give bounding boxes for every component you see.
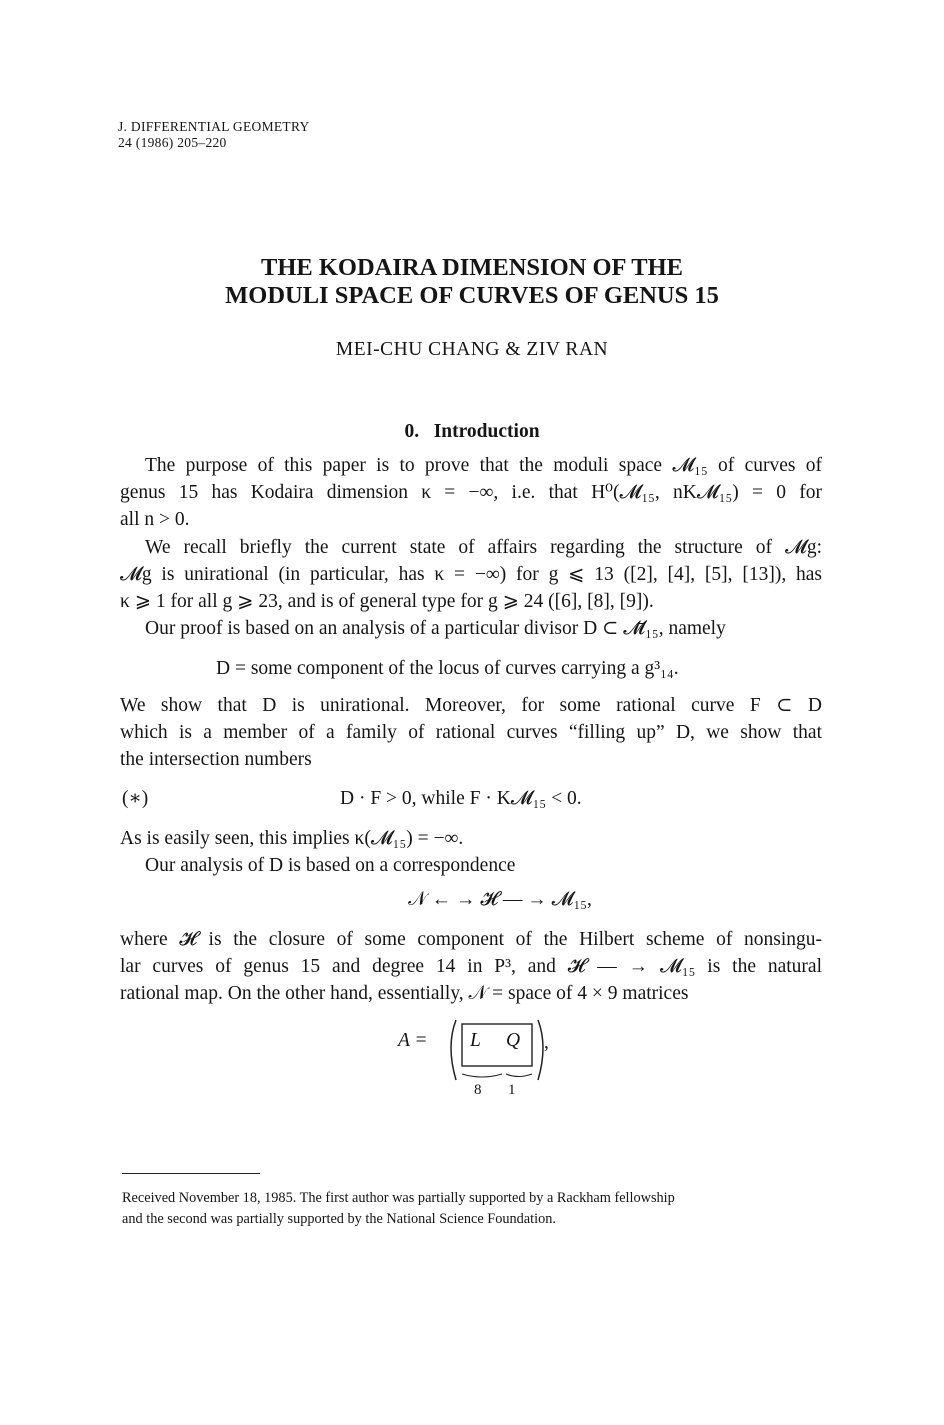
section-heading (0, 421, 944, 443)
matrix-brackets (442, 1016, 552, 1088)
p6-line-1: Our analysis of D is based on a correspondence (145, 855, 516, 876)
section-number: 0. (404, 421, 420, 442)
display-intersection-inequality: D · F > 0, while F · K𝓜₁₅ < 0. (340, 788, 582, 809)
p4-line-2: which is a member of a family of rational curves “filling up” D, we show that (120, 722, 822, 743)
title-line-2: MODULI SPACE OF CURVES OF GENUS 15 (225, 282, 719, 309)
journal-name: J. DIFFERENTIAL GEOMETRY (118, 119, 310, 134)
footnote-line-1: Received November 18, 1985. The first author was partially supported by a Rackham fellowship (122, 1190, 675, 1206)
p4-line-3: the intersection numbers (120, 749, 312, 770)
p2-line-1: We recall briefly the current state of affairs regarding the structure of 𝓜g: (145, 537, 822, 558)
p7-line-1: where 𝓗 is the closure of some component of the Hilbert scheme of nonsingu- (120, 929, 822, 950)
p1-line-3: all n > 0. (120, 509, 190, 530)
authors: MEI-CHU CHANG & ZIV RAN (335, 339, 609, 360)
equation-tag: (∗) (122, 788, 149, 809)
matrix-display (398, 1016, 598, 1106)
p2-line-2: 𝓜g is unirational (in particular, has κ = −∞) for g ⩽ 13 ([2], [4], [5], [13]), has (120, 564, 822, 585)
p2-line-3: κ ⩾ 1 for all g ⩾ 23, and is of general type for g ⩾ 24 ([6], [8], [9]). (120, 591, 654, 612)
p7-line-2: lar curves of genus 15 and degree 14 in P³, and 𝓗 — → 𝓜₁₅ is the natural (120, 956, 822, 977)
p5-line-1: As is easily seen, this implies κ(𝓜₁₅) = −∞. (120, 828, 464, 849)
matrix-left-count: 8 (474, 1082, 482, 1098)
matrix-trailing-comma: , (544, 1032, 549, 1053)
display-correspondence: 𝒩 ← → 𝓗 — → 𝓜₁₅, (408, 889, 592, 910)
p1-line-2: genus 15 has Kodaira dimension κ = −∞, i.e. that H⁰(𝓜₁₅, nK𝓜₁₅) = 0 for (120, 482, 822, 503)
p7-line-3: rational map. On the other hand, essentially, 𝒩 = space of 4 × 9 matrices (120, 983, 689, 1004)
p4-line-1: We show that D is unirational. Moreover, for some rational curve F ⊂ D (120, 695, 822, 716)
display-divisor-definition: D = some component of the locus of curves carrying a g³₁₄. (216, 658, 679, 679)
journal-volume-pages: 24 (1986) 205–220 (118, 135, 227, 150)
p3-line-1: Our proof is based on an analysis of a particular divisor D ⊂ 𝓜̄₁₅, namely (145, 618, 726, 639)
section-name: Introduction (433, 421, 540, 442)
matrix-block-Q: Q (506, 1030, 521, 1051)
footnote-rule (122, 1173, 260, 1174)
footnote-line-2: and the second was partially supported by the National Science Foundation. (122, 1211, 556, 1227)
matrix-right-count: 1 (508, 1082, 516, 1098)
matrix-lhs: A = (398, 1030, 428, 1051)
p1-line-1: The purpose of this paper is to prove that the moduli space 𝓜₁₅ of curves of (145, 455, 822, 476)
title-line-1: THE KODAIRA DIMENSION OF THE (260, 254, 683, 281)
matrix-block-L: L (470, 1030, 481, 1051)
